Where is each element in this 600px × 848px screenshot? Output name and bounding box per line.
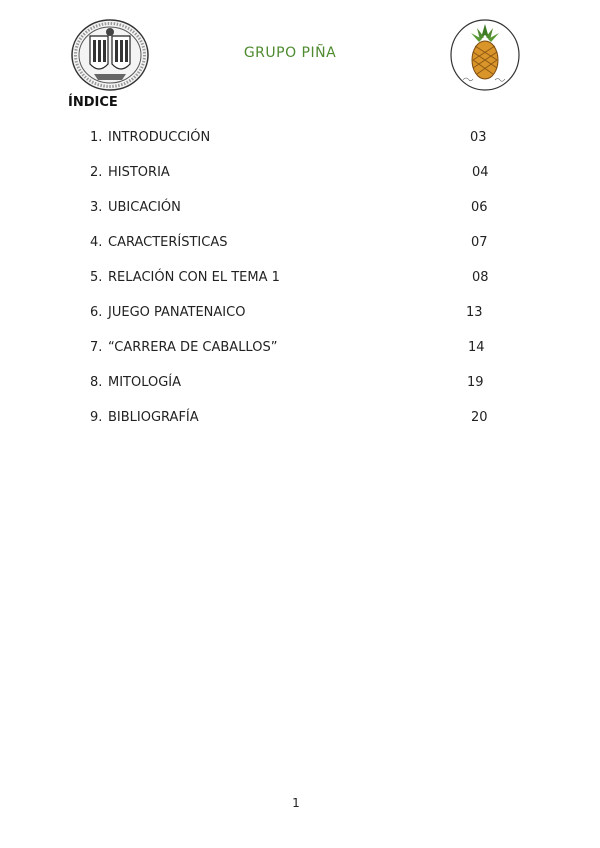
toc-entry-number: 6. <box>90 305 103 320</box>
toc-entry-number: 1. <box>90 130 103 145</box>
toc-entry-page: 14 <box>468 340 485 355</box>
toc-entry-number: 2. <box>90 165 103 180</box>
page-number: 1 <box>292 796 300 810</box>
toc-entry <box>0 340 600 360</box>
toc-entry-page: 19 <box>467 375 484 390</box>
toc-entry <box>0 270 600 290</box>
toc-entry-number: 5. <box>90 270 103 285</box>
toc-entry-label: JUEGO PANATENAICO <box>108 305 246 320</box>
toc-entry-number: 9. <box>90 410 103 425</box>
toc-entry-label: UBICACIÓN <box>108 200 181 215</box>
toc-entry-page: 20 <box>471 410 488 425</box>
toc-entry-label: CARACTERÍSTICAS <box>108 235 228 250</box>
toc-entry-number: 3. <box>90 200 103 215</box>
toc-entry <box>0 130 600 150</box>
toc-entry-label: RELACIÓN CON EL TEMA 1 <box>108 270 280 285</box>
toc-entry <box>0 410 600 430</box>
toc-entry <box>0 200 600 220</box>
index-heading: ÍNDICE <box>68 95 118 110</box>
toc-entry-label: “CARRERA DE CABALLOS” <box>108 340 278 355</box>
toc-entry-number: 7. <box>90 340 103 355</box>
toc-entry <box>0 165 600 185</box>
toc-entry-page: 13 <box>466 305 483 320</box>
toc-entry-label: HISTORIA <box>108 165 170 180</box>
toc-entry-number: 4. <box>90 235 103 250</box>
toc-entry <box>0 235 600 255</box>
toc-entry-label: INTRODUCCIÓN <box>108 130 211 145</box>
toc-entry-page: 08 <box>472 270 489 285</box>
toc-entry-page: 07 <box>471 235 488 250</box>
toc-entry-page: 06 <box>471 200 488 215</box>
group-title: GRUPO PIÑA <box>243 45 337 61</box>
toc-entry-page: 04 <box>472 165 489 180</box>
toc-entry-label: MITOLOGÍA <box>108 375 182 390</box>
toc-entry-label: BIBLIOGRAFÍA <box>108 410 199 425</box>
toc-entry-page: 03 <box>470 130 487 145</box>
pineapple-logo-icon <box>449 18 521 92</box>
toc-entry <box>0 375 600 395</box>
toc-entry-number: 8. <box>90 375 103 390</box>
toc-entry <box>0 305 600 325</box>
